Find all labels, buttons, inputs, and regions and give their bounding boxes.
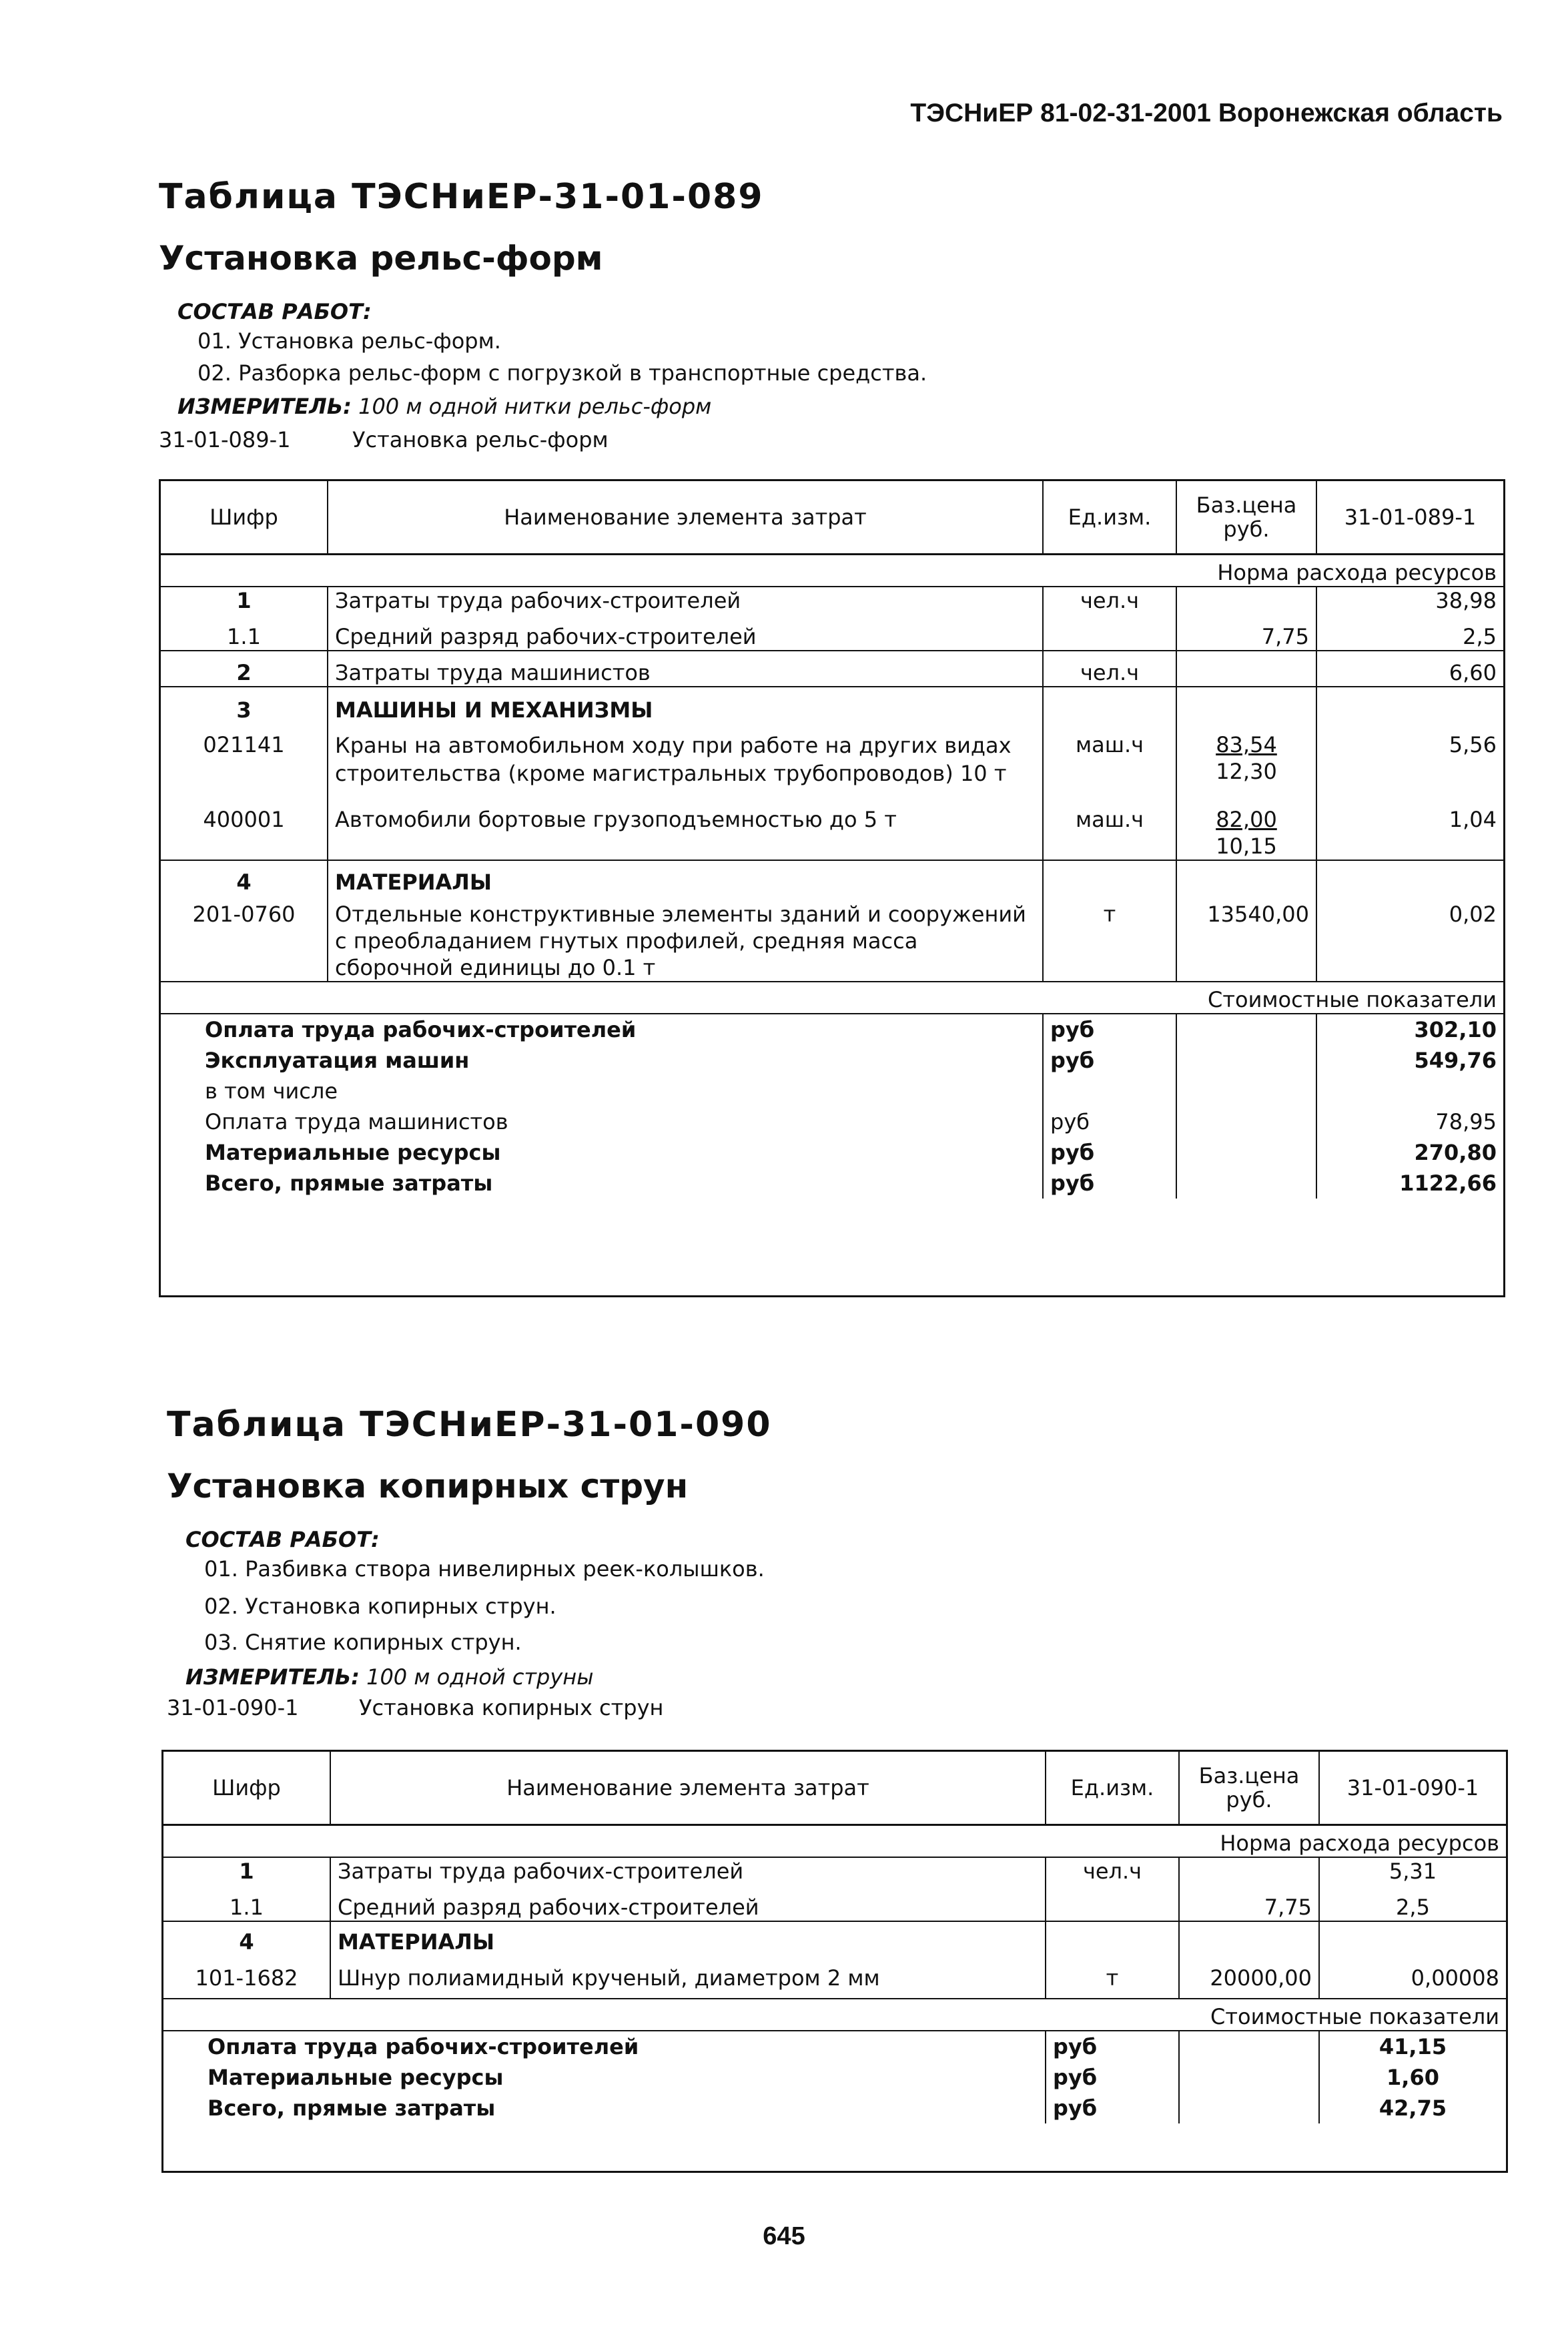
meter-line — [185, 1664, 593, 1690]
row-base — [1176, 787, 1316, 860]
table-title: Таблица ТЭСНиЕР-31-01-089 — [159, 177, 764, 217]
norm-band-row — [163, 1825, 1506, 1858]
row-code: 021141 — [161, 723, 328, 787]
meter-value: 100 м одной струны — [366, 1664, 594, 1690]
base-header-l2: руб. — [1226, 1787, 1272, 1812]
base-wage: 10,15 — [1216, 834, 1277, 859]
col-norm-header: 31-01-090-1 — [1319, 1752, 1506, 1825]
table-row — [161, 587, 1503, 614]
summary-label: Всего, прямые затраты — [208, 2095, 496, 2121]
summary-label: Эксплуатация машин — [205, 1048, 470, 1073]
summary-label: в том числе — [205, 1078, 338, 1104]
base-price: 82,00 — [1216, 807, 1277, 832]
col-base-header — [1176, 481, 1316, 555]
section-row — [163, 1921, 1506, 1955]
table-row — [163, 1955, 1506, 1999]
base-wage: 12,30 — [1216, 759, 1277, 784]
row-name: Краны на автомобильном ходу при работе на других видах строительства (кроме магистральных трубопроводов) 10 т — [328, 723, 1043, 787]
table-row — [163, 1857, 1506, 1885]
col-code-header: Шифр — [161, 481, 328, 555]
row-name: Средний разряд рабочих-строителей — [330, 1885, 1046, 1921]
row-unit: маш.ч — [1043, 787, 1176, 860]
row-code: 400001 — [161, 787, 328, 860]
header-row — [163, 1752, 1506, 1825]
table-row — [161, 614, 1503, 651]
base-header-l1: Баз.цена — [1198, 1763, 1300, 1788]
row-unit: чел.ч — [1043, 587, 1176, 614]
row-code: 1.1 — [163, 1885, 330, 1921]
summary-row — [161, 1045, 1503, 1076]
summary-value: 270,80 — [1414, 1140, 1497, 1165]
summary-unit: руб — [1043, 1137, 1176, 1168]
summary-unit: руб — [1046, 2093, 1179, 2123]
work-composition-label: СОСТАВ РАБОТ: — [185, 1527, 380, 1552]
work-composition-label: СОСТАВ РАБОТ: — [177, 299, 372, 324]
summary-value: 302,10 — [1316, 1014, 1503, 1045]
summary-unit: руб — [1043, 1106, 1176, 1137]
row-name: Средний разряд рабочих-строителей — [328, 614, 1043, 651]
table-row — [161, 723, 1503, 787]
row-base: 7,75 — [1176, 614, 1316, 651]
section-row — [161, 687, 1503, 723]
row-value: 2,5 — [1396, 1895, 1430, 1920]
meter-line — [177, 394, 711, 419]
summary-value: 1122,66 — [1399, 1171, 1497, 1196]
norm-band: Норма расхода ресурсов — [1220, 1831, 1499, 1856]
row-value: 0,02 — [1449, 902, 1497, 927]
summary-label: Оплата труда машинистов — [205, 1109, 508, 1134]
summary-label: Оплата труда рабочих-строителей — [163, 2031, 1046, 2062]
work-item: 03. Снятие копирных струн. — [204, 1630, 522, 1655]
norm-band-row — [161, 555, 1503, 587]
summary-unit: руб — [1046, 2031, 1179, 2062]
cost-band: Стоимостные показатели — [161, 982, 1503, 1014]
summary-unit: руб — [1046, 2062, 1179, 2093]
summary-row — [161, 1137, 1503, 1168]
row-unit — [1046, 1885, 1179, 1921]
summary-label: Оплата труда рабочих-строителей — [161, 1014, 1043, 1045]
norm-name: Установка копирных струн — [359, 1695, 664, 1720]
section-name: МАТЕРИАЛЫ — [330, 1921, 1046, 1955]
summary-row — [161, 1106, 1503, 1137]
base-header-l1: Баз.цена — [1196, 492, 1297, 518]
summary-unit: руб — [1043, 1168, 1176, 1199]
summary-label: Материальные ресурсы — [205, 1140, 501, 1165]
row-name: Автомобили бортовые грузоподъемностью до 5 т — [328, 787, 1043, 860]
section-name: МАТЕРИАЛЫ — [328, 860, 1043, 896]
row-name: Затраты труда рабочих-строителей — [330, 1857, 1046, 1885]
norm-band: Норма расхода ресурсов — [1217, 560, 1497, 585]
summary-label: Всего, прямые затраты — [205, 1171, 493, 1196]
row-value: 5,56 — [1449, 732, 1497, 757]
meter-label: ИЗМЕРИТЕЛЬ: — [185, 1664, 360, 1690]
summary-value: 78,95 — [1435, 1109, 1497, 1134]
row-unit: т — [1046, 1955, 1179, 1999]
row-unit: чел.ч — [1043, 651, 1176, 687]
table-row — [161, 787, 1503, 860]
work-item: 02. Установка копирных струн. — [204, 1594, 556, 1619]
section-name: МАШИНЫ И МЕХАНИЗМЫ — [328, 687, 1043, 723]
col-base-header — [1179, 1752, 1319, 1825]
summary-row — [161, 1076, 1503, 1106]
row-name: Шнур полиамидный крученый, диаметром 2 мм — [330, 1955, 1046, 1999]
row-base — [1179, 1857, 1319, 1885]
row-unit: т — [1043, 896, 1176, 982]
row-unit: чел.ч — [1046, 1857, 1179, 1885]
section-code: 3 — [161, 687, 328, 723]
summary-value: 1,60 — [1387, 2065, 1439, 2090]
row-unit: маш.ч — [1043, 723, 1176, 787]
table-row — [161, 896, 1503, 982]
summary-value — [1316, 1076, 1503, 1106]
summary-row — [163, 2093, 1506, 2123]
cost-band-row — [161, 982, 1503, 1014]
row-code: 101-1682 — [163, 1955, 330, 1999]
section-code: 4 — [161, 860, 328, 896]
summary-row — [163, 2031, 1506, 2062]
row-base — [1176, 587, 1316, 614]
table-title: Таблица ТЭСНиЕР-31-01-090 — [167, 1405, 772, 1445]
row-name: Затраты труда рабочих-строителей — [328, 587, 1043, 614]
summary-label: Материальные ресурсы — [208, 2065, 504, 2090]
row-code: 201-0760 — [161, 896, 328, 982]
row-base — [1176, 651, 1316, 687]
row-value: 6,60 — [1316, 651, 1503, 687]
base-price: 83,54 — [1216, 732, 1277, 757]
row-code: 1 — [163, 1857, 330, 1885]
summary-row — [161, 1014, 1503, 1045]
work-item: 01. Установка рельс-форм. — [198, 328, 501, 354]
row-code: 1 — [161, 587, 328, 614]
resource-table — [161, 481, 1503, 1199]
table-row — [163, 1885, 1506, 1921]
work-item: 01. Разбивка створа нивелирных реек-колышков. — [204, 1556, 765, 1582]
row-value: 2,5 — [1463, 624, 1497, 649]
summary-value: 41,15 — [1319, 2031, 1506, 2062]
header-row — [161, 481, 1503, 555]
col-norm-header: 31-01-089-1 — [1316, 481, 1503, 555]
base-header-l2: руб. — [1223, 517, 1270, 542]
col-name-header: Наименование элемента затрат — [328, 481, 1043, 555]
norm-code: 31-01-090-1 — [167, 1695, 299, 1720]
meter-label: ИЗМЕРИТЕЛЬ: — [177, 394, 352, 419]
row-code: 1.1 — [161, 614, 328, 651]
summary-value: 549,76 — [1414, 1048, 1497, 1073]
col-unit-header: Ед.изм. — [1043, 481, 1176, 555]
cost-band-row — [163, 1999, 1506, 2031]
norm-name: Установка рельс-форм — [352, 427, 609, 452]
summary-unit: руб — [1043, 1045, 1176, 1076]
page-number: 645 — [763, 2222, 805, 2250]
col-unit-header: Ед.изм. — [1046, 1752, 1179, 1825]
meter-value: 100 м одной нитки рельс-форм — [358, 394, 712, 419]
row-value: 1,04 — [1449, 807, 1497, 832]
row-name: Затраты труда машинистов — [328, 651, 1043, 687]
summary-unit: руб — [1043, 1014, 1176, 1045]
col-code-header: Шифр — [163, 1752, 330, 1825]
page-header: ТЭСНиЕР 81-02-31-2001 Воронежская область — [910, 99, 1503, 127]
row-code: 2 — [161, 651, 328, 687]
table-row — [161, 651, 1503, 687]
table-subtitle: Установка рельс-форм — [159, 239, 603, 278]
summary-row — [163, 2062, 1506, 2093]
row-base: 7,75 — [1179, 1885, 1319, 1921]
table-subtitle: Установка копирных струн — [167, 1467, 689, 1506]
row-value: 38,98 — [1316, 587, 1503, 614]
section-code: 4 — [163, 1921, 330, 1955]
work-item: 02. Разборка рельс-форм с погрузкой в транспортные средства. — [198, 360, 927, 386]
section-row — [161, 860, 1503, 896]
row-base: 20000,00 — [1179, 1955, 1319, 1999]
resource-table — [163, 1752, 1506, 2123]
summary-row — [161, 1168, 1503, 1199]
cost-band: Стоимостные показатели — [163, 1999, 1506, 2031]
row-unit — [1043, 614, 1176, 651]
row-name: Отдельные конструктивные элементы зданий и сооружений с преобладанием гнутых профилей, средняя масса сборочной единицы до 0.1 т — [328, 896, 1043, 982]
row-base: 13540,00 — [1176, 896, 1316, 982]
col-name-header: Наименование элемента затрат — [330, 1752, 1046, 1825]
row-base — [1176, 723, 1316, 787]
summary-value: 42,75 — [1379, 2095, 1447, 2121]
norm-code: 31-01-089-1 — [159, 427, 291, 452]
row-value: 0,00008 — [1411, 1965, 1499, 1991]
summary-unit — [1043, 1076, 1176, 1106]
row-value: 5,31 — [1319, 1857, 1506, 1885]
